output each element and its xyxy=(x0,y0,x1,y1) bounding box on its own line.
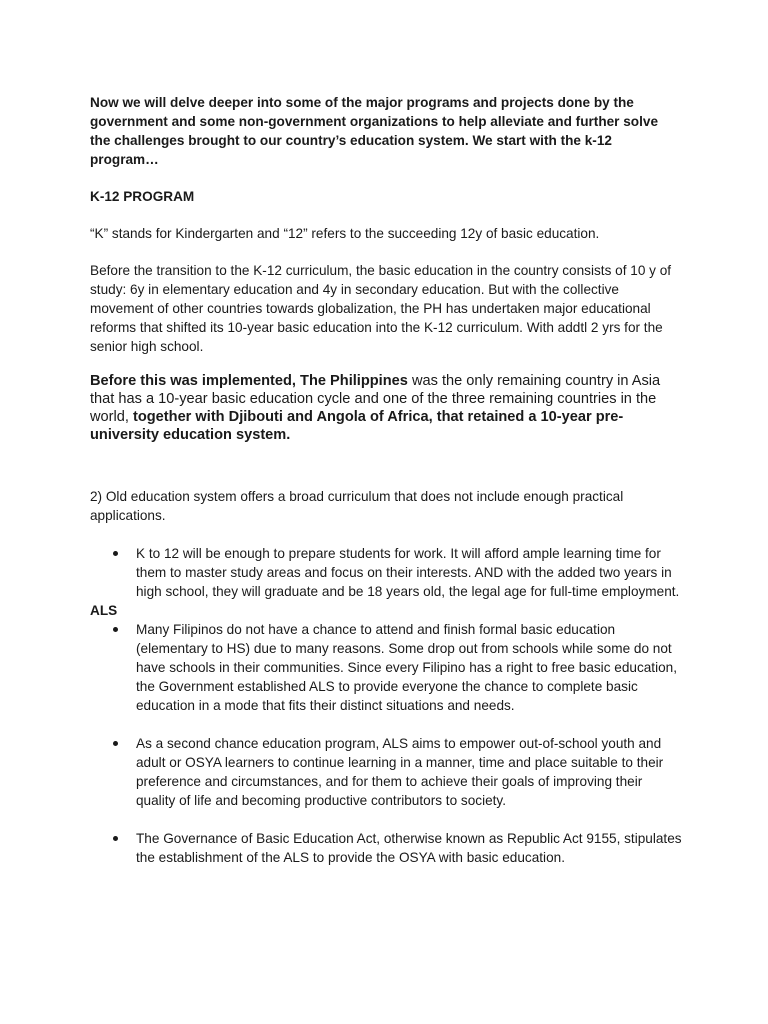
bullet-icon xyxy=(113,741,118,746)
list-item xyxy=(90,544,682,601)
callout-tail: together with Djibouti and Angola of Africa, that retained a 10-year pre-university education system. xyxy=(90,409,624,443)
bullet-text: As a second chance education program, ALS aims to empower out-of-school youth and adult or OSYA learners to continue learning in a manner, time and place suitable to their preference and circumstances, and for them to achieve their goals of improving their quality of life and becoming productive contributors to society. xyxy=(136,736,664,808)
callout-paragraph xyxy=(90,372,682,444)
point-2-bullet-list xyxy=(90,544,682,601)
point-2-paragraph: 2) Old education system offers a broad curriculum that does not include enough practical applications. xyxy=(90,489,624,523)
k12-definition: “K” stands for Kindergarten and “12” refers to the succeeding 12y of basic education. xyxy=(90,226,600,241)
callout-middle: was the only remaining country in Asia that has a 10-year basic education cycle and one of the three remaining countries in the world, xyxy=(90,373,661,425)
bullet-text: K to 12 will be enough to prepare students for work. It will afford ample learning time for them to master study areas and focus on their interests. AND with the added two years in high school, they will graduate and be 18 years old, the legal age for full-time employment. xyxy=(136,546,680,599)
list-item xyxy=(90,829,682,867)
k12-heading: K-12 PROGRAM xyxy=(90,189,195,204)
bullet-icon xyxy=(113,836,118,841)
intro-paragraph: Now we will delve deeper into some of the major programs and projects done by the government and some non-government organizations to help alleviate and further solve the challenges brought to our country’s education system. We start with the k-12 program… xyxy=(90,95,659,167)
document-page xyxy=(90,93,682,867)
bullet-text: Many Filipinos do not have a chance to attend and finish formal basic education (elementary to HS) due to many reasons. Some drop out from schools while some do not have schools in their communities. Since every Filipino has a right to free basic education, the Government established ALS to provide everyone the chance to complete basic education in a mode that fits their distinct situations and needs. xyxy=(136,622,678,713)
list-item xyxy=(90,620,682,715)
als-heading: ALS xyxy=(90,603,118,618)
list-item xyxy=(90,734,682,810)
bullet-icon xyxy=(113,627,118,632)
callout-lead: Before this was implemented, The Philippines xyxy=(90,373,408,389)
bullet-icon xyxy=(113,551,118,556)
als-bullet-list xyxy=(90,620,682,867)
k12-transition-paragraph: Before the transition to the K-12 curriculum, the basic education in the country consists of 10 y of study: 6y in elementary education and 4y in secondary education. But with the collective movement of other countries towards globalization, the PH has undertaken major educational reforms that shifted its 10-year basic education into the K-12 curriculum. With addtl 2 yrs for the senior high school. xyxy=(90,263,672,354)
bullet-text: The Governance of Basic Education Act, otherwise known as Republic Act 9155, stipulates the establishment of the ALS to provide the OSYA with basic education. xyxy=(136,831,682,865)
